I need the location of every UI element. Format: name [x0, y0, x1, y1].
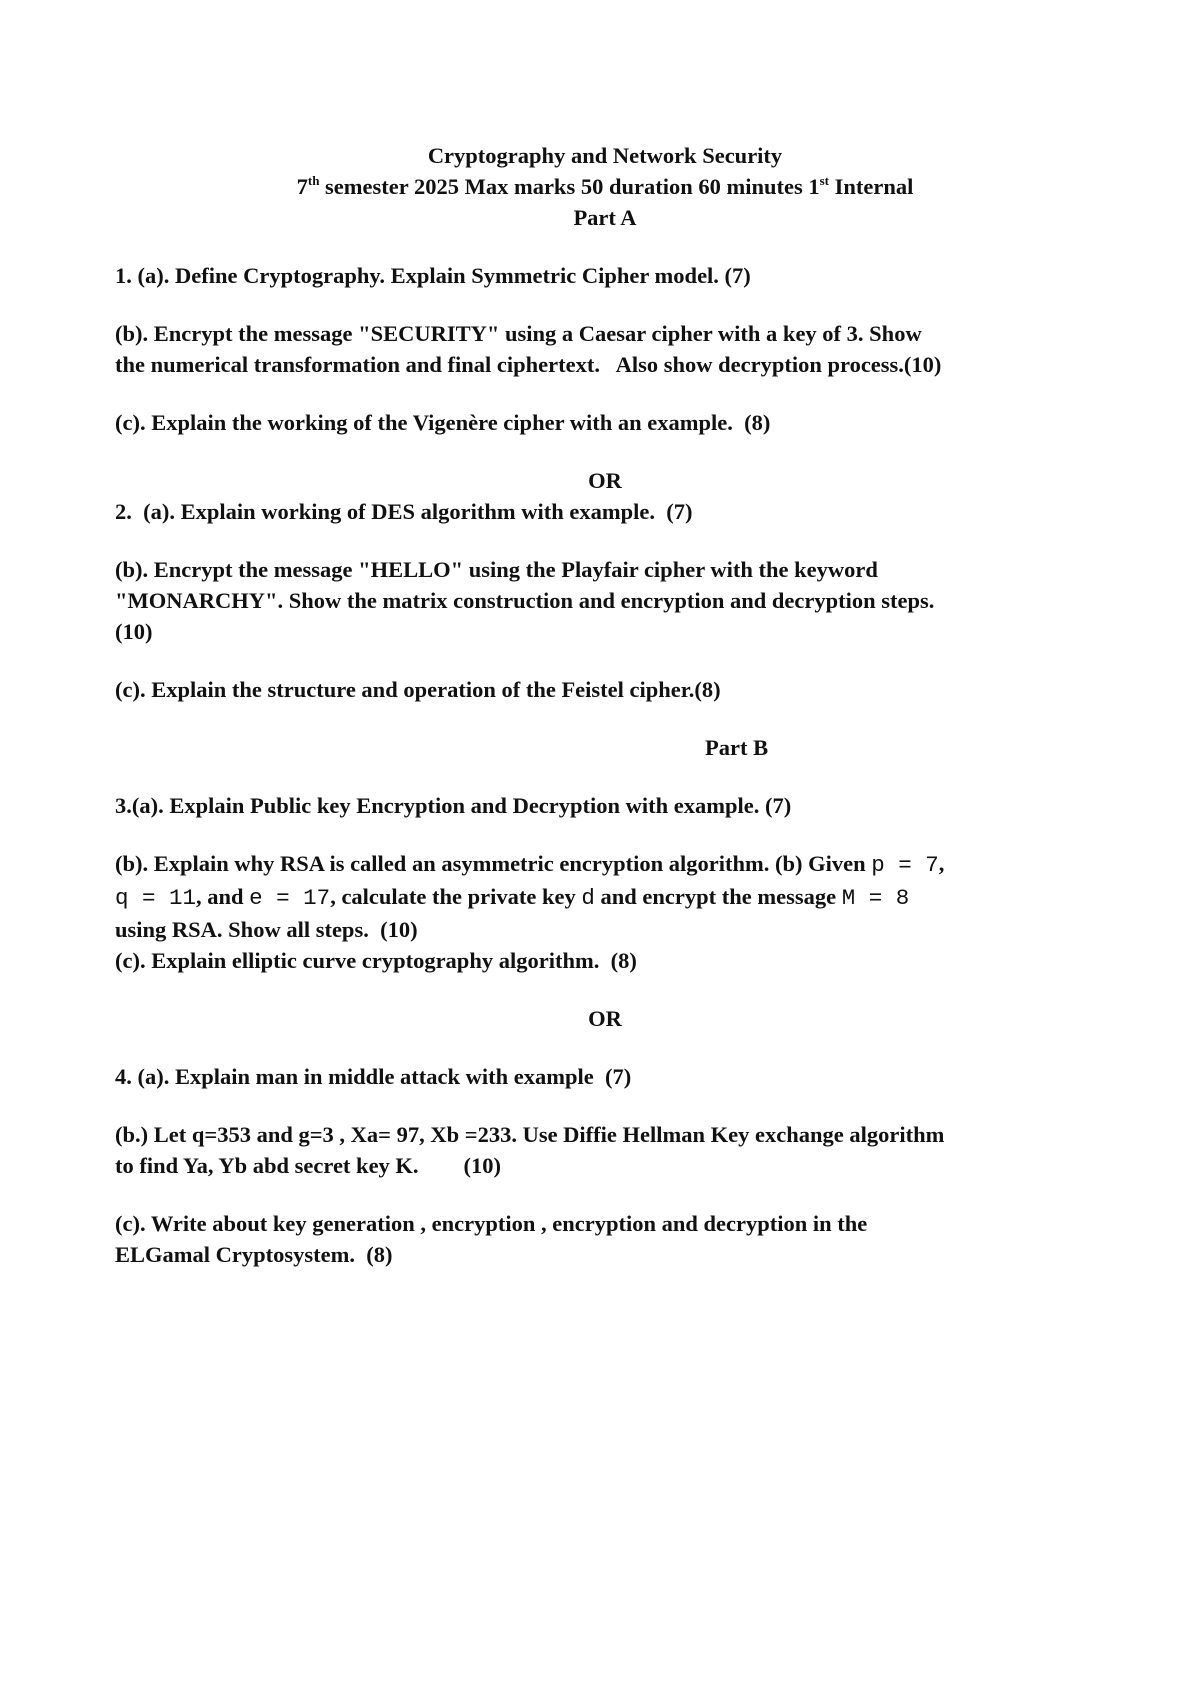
question-4c-line1: (c). Write about key generation , encryption , encryption and decryption in the [115, 1211, 868, 1236]
q3b-text-5: and encrypt the message [594, 884, 842, 909]
part-b-heading: Part B [705, 735, 769, 760]
q3b-math-d: d [581, 885, 595, 911]
or-divider-2: OR [588, 1006, 622, 1031]
q3b-math-e: e = 17 [249, 885, 331, 911]
exam-title: Cryptography and Network Security [427, 143, 783, 168]
question-3b-line1 [115, 848, 1095, 881]
exam-subtitle [115, 171, 1095, 202]
or-divider-1: OR [588, 468, 622, 493]
internal-suffix: st [819, 172, 829, 188]
question-3b-line2 [115, 881, 1095, 914]
question-4a: 4. (a). Explain man in middle attack with example (7) [115, 1064, 632, 1089]
question-4c-line2: ELGamal Cryptosystem. (8) [115, 1242, 393, 1267]
exam-paper [115, 140, 1095, 1270]
question-1b-line1: (b). Encrypt the message "SECURITY" using a Caesar cipher with a key of 3. Show [115, 321, 922, 346]
q3b-text-1: (b). Explain why RSA is called an asymmetric encryption algorithm. (b) Given [115, 851, 872, 876]
internal-label: Internal [829, 174, 914, 199]
question-1b-line2: the numerical transformation and final ciphertext. Also show decryption process.(10) [115, 352, 942, 377]
question-1c: (c). Explain the working of the Vigenère cipher with an example. (8) [115, 410, 771, 435]
q3b-text-2: , [938, 851, 945, 876]
question-4b-line1: (b.) Let q=353 and g=3 , Xa= 97, Xb =233. Use Diffie Hellman Key exchange algorithm [115, 1122, 945, 1147]
question-2b-line2: "MONARCHY". Show the matrix construction and encryption and decryption steps. [115, 588, 935, 613]
question-2c: (c). Explain the structure and operation of the Feistel cipher.(8) [115, 677, 721, 702]
q3b-math-m: M = 8 [841, 885, 910, 911]
q3b-math-q: q = 11 [115, 885, 197, 911]
question-3a: 3.(a). Explain Public key Encryption and Decryption with example. (7) [115, 793, 792, 818]
q3b-text-4: , calculate the private key [330, 884, 582, 909]
question-4b-line2: to find Ya, Yb abd secret key K. (10) [115, 1153, 502, 1178]
exam-details: semester 2025 Max marks 50 duration 60 minutes 1 [319, 174, 820, 199]
q3b-math-p: p = 7 [871, 852, 939, 878]
question-1a: 1. (a). Define Cryptography. Explain Symmetric Cipher model. (7) [115, 263, 751, 288]
semester-suffix: th [307, 172, 320, 188]
question-2b-line1: (b). Encrypt the message "HELLO" using the Playfair cipher with the keyword [115, 557, 878, 582]
question-3b-line3: using RSA. Show all steps. (10) [115, 917, 418, 942]
question-2b-line3: (10) [115, 619, 153, 644]
semester-number: 7 [296, 174, 308, 199]
q3b-text-3: , and [196, 884, 250, 909]
question-3c: (c). Explain elliptic curve cryptography algorithm. (8) [115, 948, 637, 973]
question-2a: 2. (a). Explain working of DES algorithm with example. (7) [115, 499, 693, 524]
part-a-heading: Part A [573, 205, 637, 230]
